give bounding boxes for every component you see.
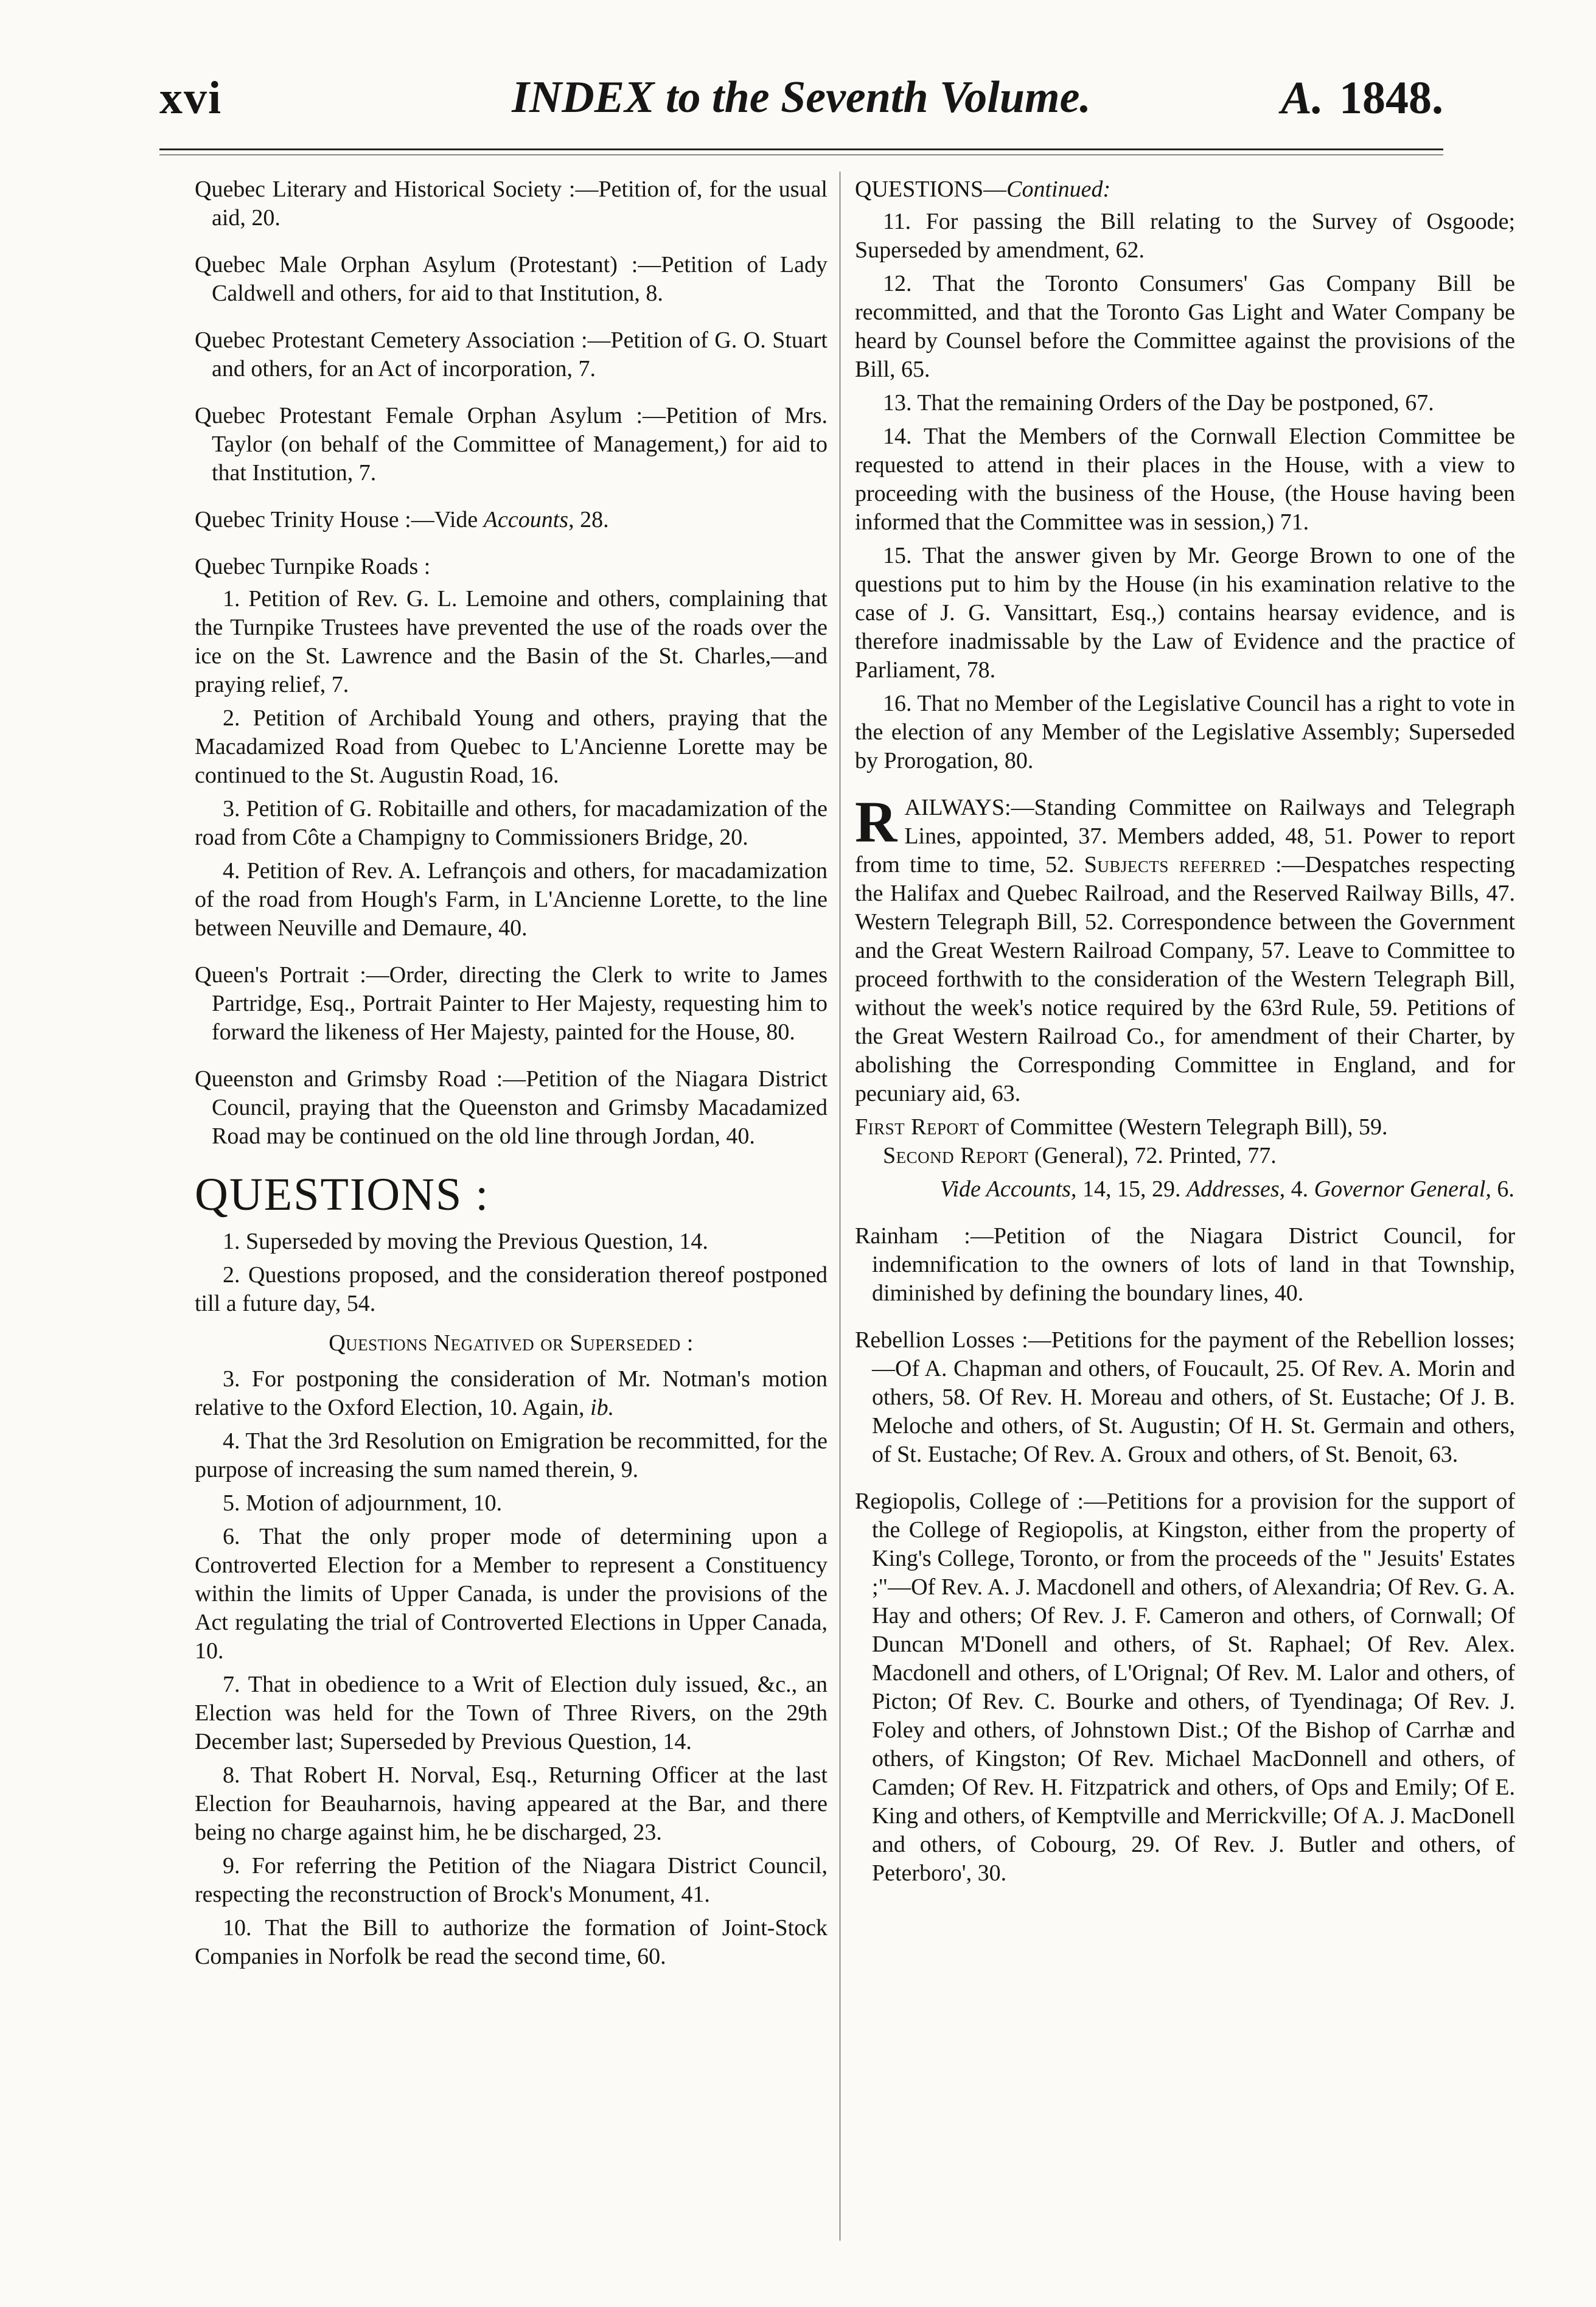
turnpike-heading: Quebec Turnpike Roads : <box>195 554 431 579</box>
running-title: INDEX to the Seventh Volume. <box>512 72 1091 122</box>
question-item: 4. That the 3rd Resolution on Emigration be recommitted, for the purpose of increasing the sum named therein, 9. <box>195 1428 828 1482</box>
continued-label: QUESTIONS— <box>855 176 1007 202</box>
entry-railways <box>855 789 1515 1204</box>
entry-regiopolis: Regiopolis, College of :—Petitions for a provision for the support of the College of Regiopolis, at Kingston, either from the property of King's College, Toronto, or from the proceeds of the " Jesuits' Estates ;"—Of Rev. A. J. Macdonell and others, of Alexandria; Of Rev. G. A. Hay and others; Of Rev. J. F. Cameron and others, of Cornwall; Of Duncan M'Donell and others, of St. Raphael; Of Rev. Alex. Macdonell and others, of L'Orignal; Of Rev. M. Lalor and others, of Picton; Of Rev. C. Bourke and others, of Tyendinaga; Of Rev. J. Foley and others, of Johnstown Dist.; Of the Bishop of Carrhæ and others, of Kingston; Of Rev. Michael MacDonnell and others, of Camden; Of Rev. H. Fitzpatrick and others, of Ops and Emily; Of E. King and others, of Kemptville and Merrickville; Of A. J. MacDonell and others, of Cobourg, 29. Of Rev. J. Butler and others, of Peterboro', 30. <box>855 1489 1515 1886</box>
continued-italic: Continued: <box>1006 176 1111 202</box>
vide-addresses: Addresses, <box>1186 1176 1286 1202</box>
question-3-ib: ib. <box>590 1395 615 1420</box>
turnpike-item: 2. Petition of Archibald Young and others, praying that the Macadamized Road from Quebec to L'Ancienne Lorette may be continued to the St. Augustin Road, 16. <box>195 705 828 788</box>
railways-first-report <box>855 1113 1515 1142</box>
trinity-end: , 28. <box>568 507 609 532</box>
page-header <box>159 72 1443 139</box>
questions-continued-heading <box>855 175 1515 204</box>
question-item: 7. That in obedience to a Writ of Election duly issued, &c., an Election was held for the Town of Three Rivers, on the 29th December last; Superseded by Previous Question, 14. <box>195 1672 828 1754</box>
entry-rainham: Rainham :—Petition of the Niagara District Council, for indemnification to the owners of lots of land in that Township, diminished by defining the boundary lines, 40. <box>855 1223 1515 1306</box>
question-item: 9. For referring the Petition of the Niagara District Council, respecting the reconstruction of Brock's Monument, 41. <box>195 1853 828 1907</box>
question-3-text: 3. For postponing the consideration of Mr. Notman's motion relative to the Oxford Election, 10. Again, <box>195 1366 828 1420</box>
question-item: 1. Superseded by moving the Previous Question, 14. <box>223 1229 708 1254</box>
entry-queens-portrait: Queen's Portrait :—Order, directing the Clerk to write to James Partridge, Esq., Portrait Painter to Her Majesty, requesting him to forward the likeness of Her Majesty, painted for the House, 80. <box>195 962 828 1045</box>
railways-second-report <box>855 1142 1515 1170</box>
entry-quebec-male-orphan: Quebec Male Orphan Asylum (Protestant) :—Petition of Lady Caldwell and others, for aid to that Institution, 8. <box>195 252 828 306</box>
question-item: 14. That the Members of the Cornwall Election Committee be requested to attend in their places in the House, with a view to proceeding with the business of the House, (the House having been informed that the Committee was in session,) 71. <box>855 424 1515 535</box>
question-item: 5. Motion of adjournment, 10. <box>223 1490 503 1516</box>
railways-vide <box>855 1175 1515 1204</box>
entry-quebec-trinity-house <box>195 506 828 534</box>
vide-governor-general: Governor General, <box>1314 1176 1491 1202</box>
trinity-text: Quebec Trinity House :—Vide <box>195 507 484 532</box>
entry-queenston-grimsby: Queenston and Grimsby Road :—Petition of the Niagara District Council, praying that the Queenston and Grimsby Macadamized Road may be continued on the old line through Jordan, 40. <box>195 1066 828 1149</box>
railways-heading: AILWAYS: <box>904 795 1011 820</box>
right-column <box>855 175 1515 1906</box>
question-item: 15. That the answer given by Mr. George Brown to one of the questions put to him by the House (in his examination relative to the case of J. G. Vansittart, Esq.,) contains hearsay evidence, and is therefore inadmissable by the Law of Evidence and the practice of Parliament, 78. <box>855 543 1515 683</box>
left-column <box>195 175 828 1976</box>
question-item: 8. That Robert H. Norval, Esq., Returning Officer at the last Election for Beauharnois, having appeared at the Bar, and there being no charge against him, he be discharged, 23. <box>195 1762 828 1845</box>
first-report-label: First Report <box>855 1114 980 1140</box>
question-item: 6. That the only proper mode of determining upon a Controverted Election for a Member to represent a Constituency within the limits of Upper Canada, is under the provisions of the Act regulating the trial of Controverted Elections in Upper Canada, 10. <box>195 1524 828 1664</box>
question-item: 2. Questions proposed, and the consideration thereof postponed till a future day, 54. <box>195 1262 828 1316</box>
question-item <box>195 1365 828 1422</box>
trinity-vide-ref: Accounts <box>483 507 569 532</box>
vide-four: 4. <box>1285 1176 1314 1202</box>
railways-subjects-label: Subjects referred <box>1084 852 1266 878</box>
railways-dropcap: R <box>855 789 897 854</box>
vide-numbers: 14, 15, 29. <box>1076 1176 1187 1202</box>
entry-quebec-literary: Quebec Literary and Historical Society :—Petition of, for the usual aid, 20. <box>195 176 828 231</box>
entry-rebellion-losses: Rebellion Losses :—Petitions for the payment of the Rebellion losses;—Of A. Chapman and others, of Foucault, 25. Of Rev. A. Morin and others, 58. Of Rev. H. Moreau and others, of St. Eustache; Of J. B. Meloche and others, of St. Augustin; Of H. St. Germain and others, of St. Eustache; Of Rev. A. Groux and others, of St. Benoit, 63. <box>855 1327 1515 1467</box>
question-item: 16. That no Member of the Legislative Council has a right to vote in the election of any Member of the Legislative Assembly; Superseded by Prorogation, 80. <box>855 691 1515 773</box>
railways-text-1: —Standing Committee on Railways and Telegraph Lines, appointed, 37. Members added, 48, 51. Power to report from time to time, 52. <box>855 795 1515 878</box>
question-item: 12. That the Toronto Consumers' Gas Company Bill be recommitted, and that the Toronto Gas Light and Water Company be heard by Counsel before the Committee against the provisions of the Bill, 65. <box>855 271 1515 382</box>
year-prefix: A. <box>1281 72 1323 124</box>
first-report-text: of Committee (Western Telegraph Bill), 59. <box>979 1114 1388 1140</box>
vide-end: 6. <box>1491 1176 1514 1202</box>
turnpike-item: 1. Petition of Rev. G. L. Lemoine and others, complaining that the Turnpike Trustees have prevented the use of the roads over the ice on the St. Lawrence and the Basin of the St. Charles,—and praying relief, 7. <box>195 586 828 697</box>
railways-paragraph <box>855 789 1515 1108</box>
entry-quebec-female-orphan: Quebec Protestant Female Orphan Asylum :—Petition of Mrs. Taylor (on behalf of the Committee of Management,) for aid to that Institution, 7. <box>195 403 828 486</box>
vide-accounts: Accounts, <box>986 1176 1077 1202</box>
second-report-label: Second Report <box>883 1143 1029 1168</box>
year: 1848. <box>1339 72 1443 124</box>
turnpike-item: 3. Petition of G. Robitaille and others, for macadamization of the road from Côte a Champigny to Commissioners Bridge, 20. <box>195 796 828 850</box>
questions-negatived-heading: Questions Negatived or Superseded : <box>329 1330 694 1356</box>
entry-quebec-cemetery: Quebec Protestant Cemetery Association :—Petition of G. O. Stuart and others, for an Act of incorporation, 7. <box>195 327 828 382</box>
page-number: xvi <box>159 72 223 124</box>
question-item: 13. That the remaining Orders of the Day be postponed, 67. <box>883 390 1434 416</box>
question-item: 11. For passing the Bill relating to the Survey of Osgoode; Superseded by amendment, 62. <box>855 209 1515 263</box>
question-item: 10. That the Bill to authorize the formation of Joint-Stock Companies in Norfolk be read the second time, 60. <box>195 1915 828 1969</box>
railways-text-2: :—Despatches respecting the Halifax and Quebec Railroad, and the Reserved Railway Bills, 47. Western Telegraph Bill, 52. Correspondence between the Government and the Great Western Railroad Company, 57. Leave to Committee to proceed forthwith to the consideration of the Western Telegraph Bill, without the week's notice required by the 63rd Rule, 59. Petitions of the Great Western Railroad Co., for amendment of their Charter, by abolishing the Corresponding Committee in England, and for pecuniary aid, 63. <box>855 852 1515 1106</box>
turnpike-item: 4. Petition of Rev. A. Lefrançois and others, for macadamization of the road from Hough's Farm, in L'Ancienne Lorette, to the line between Neuville and Demaure, 40. <box>195 858 828 941</box>
second-report-text: (General), 72. Printed, 77. <box>1028 1143 1277 1168</box>
vide-word: Vide <box>940 1176 986 1202</box>
entry-quebec-turnpike <box>195 553 828 943</box>
header-rule-thick <box>159 148 1443 150</box>
questions-heading: QUESTIONS : <box>195 1169 490 1220</box>
volume-year <box>1281 72 1443 125</box>
